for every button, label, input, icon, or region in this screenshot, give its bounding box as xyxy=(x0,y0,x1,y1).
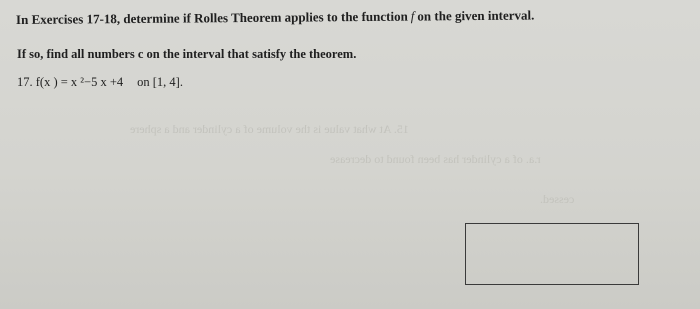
exercise-17 xyxy=(17,75,183,90)
instructions-text-a: In Exercises 17-18, determine if Rolles Theorem applies to the function xyxy=(15,8,408,27)
bleed-through-text-1: 15. At what value is the volume of a cylinder and a sphere xyxy=(130,122,409,136)
answer-box[interactable] xyxy=(465,223,639,285)
instructions-text-b: on the given interval. xyxy=(417,7,535,24)
exercise-interval: on [1, 4]. xyxy=(137,75,183,89)
bleed-through-text-2: r.a. of a cylinder has been found to decrease xyxy=(330,152,541,166)
instructions-line-1 xyxy=(16,7,535,28)
exercise-number: 17. xyxy=(17,75,33,89)
function-symbol: f xyxy=(410,8,415,24)
instructions-line-2: If so, find all numbers c on the interval that satisfy the theorem. xyxy=(17,47,357,61)
exercise-function: f(x ) = x ²−5 x +4 xyxy=(35,75,124,89)
bleed-through-text-3: cessed. xyxy=(540,192,575,206)
